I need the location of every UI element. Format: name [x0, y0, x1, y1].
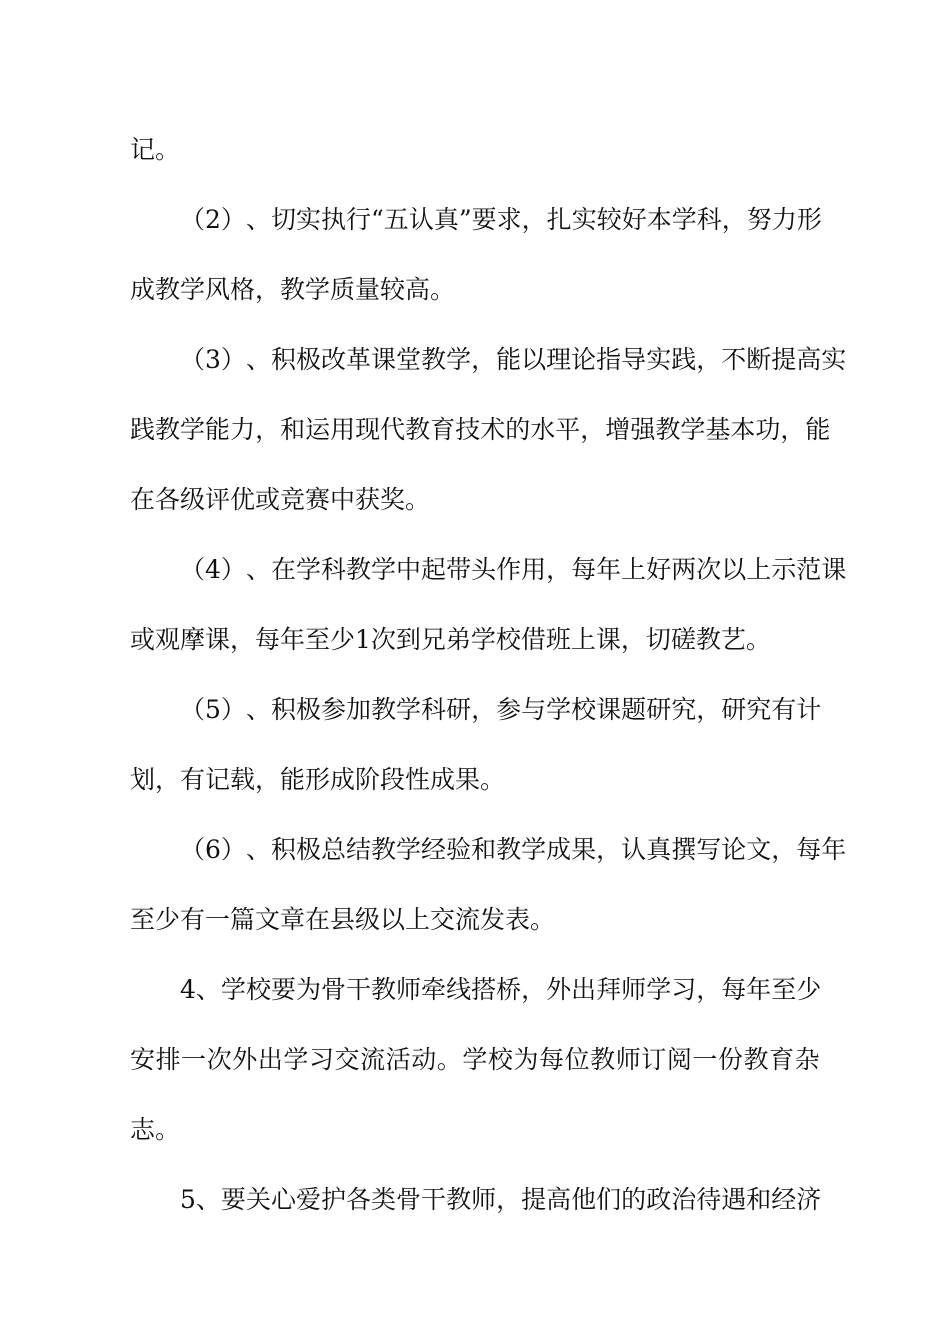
text-char: 实 [295, 205, 321, 234]
text-char: 研 [446, 695, 472, 724]
text-char: 出 [257, 1045, 283, 1074]
text-char: （ [180, 205, 206, 234]
text-char: 践 [671, 345, 697, 374]
text-char: 验 [446, 835, 472, 864]
text-char: 术 [480, 415, 506, 444]
text-char: 学 [220, 975, 246, 1004]
text-char: 。 [436, 1045, 462, 1074]
text-char: （ [180, 555, 206, 584]
text-char: ， [496, 1185, 522, 1214]
text-char: 2 [205, 205, 221, 234]
text-char: 题 [621, 695, 647, 724]
text-char: 高 [796, 345, 822, 374]
text-line: 至少有一篇文章在县级以上交流发表。 [130, 905, 556, 934]
text-char: 努 [746, 205, 772, 234]
text-char: 要 [471, 205, 497, 234]
text-char: 师 [615, 1045, 641, 1074]
text-char: ） [220, 205, 246, 234]
text-char: 力 [230, 415, 256, 444]
text-char: 遇 [721, 1185, 747, 1214]
text-char: 科 [421, 695, 447, 724]
text-char: 要 [220, 1185, 246, 1214]
text-char: 好 [646, 555, 672, 584]
text-char: 积 [270, 695, 296, 724]
text-char: 文 [746, 835, 772, 864]
text-char: ， [471, 345, 497, 374]
text-line: 志。 [130, 1115, 181, 1144]
text-char: 加 [346, 695, 372, 724]
text-char: 每 [796, 835, 822, 864]
text-char: 五 [383, 205, 409, 234]
text-char: 教 [446, 1185, 472, 1214]
text-char: 类 [371, 1185, 397, 1214]
text-char: 教 [496, 835, 522, 864]
text-char: 积 [270, 835, 296, 864]
text-char: ， [521, 205, 547, 234]
text-char: 、 [195, 975, 221, 1004]
text-char: 至 [771, 975, 797, 1004]
text-char: 教 [155, 415, 181, 444]
text-char: 教 [371, 835, 397, 864]
text-char: 活 [385, 1045, 411, 1074]
text-char: 们 [596, 1185, 622, 1214]
text-char: 、 [245, 555, 271, 584]
text-char: 治 [671, 1185, 697, 1214]
text-char: 外 [232, 1045, 258, 1074]
text-char: 爱 [295, 1185, 321, 1214]
text-char: 不 [721, 345, 747, 374]
text-char: 搭 [471, 975, 497, 1004]
text-line: 划，有记载，能形成阶段性成果。 [130, 765, 506, 794]
text-char: 育 [430, 415, 456, 444]
text-char: 参 [496, 695, 522, 724]
text-line [180, 1182, 820, 1218]
text-char: 断 [746, 345, 772, 374]
text-char: 认 [621, 835, 647, 864]
text-char: 科 [320, 555, 346, 584]
text-char: 本 [730, 415, 756, 444]
text-char: 极 [295, 835, 321, 864]
text-line: 成教学风格，教学质量较高。 [130, 275, 456, 304]
text-char: 年 [596, 555, 622, 584]
text-char: 运 [305, 415, 331, 444]
text-char: 能 [496, 345, 522, 374]
text-char: 师 [396, 975, 422, 1004]
text-char: 排 [155, 1045, 181, 1074]
text-char: 技 [455, 415, 481, 444]
text-char: 提 [521, 1185, 547, 1214]
text-char: 较 [596, 205, 622, 234]
text-char: ， [721, 205, 747, 234]
text-char: 与 [521, 695, 547, 724]
text-char: 起 [421, 555, 447, 584]
text-char: 习 [308, 1045, 334, 1074]
text-char: 4 [205, 555, 221, 584]
text-char: 教 [346, 555, 372, 584]
text-char: 极 [295, 345, 321, 374]
text-char: 年 [821, 835, 847, 864]
text-char: 践 [130, 415, 156, 444]
text-char: 每 [539, 1045, 565, 1074]
text-char: 论 [571, 345, 597, 374]
text-char: 参 [320, 695, 346, 724]
text-char: 学 [521, 835, 547, 864]
text-char: ） [220, 555, 246, 584]
text-char: 导 [621, 345, 647, 374]
text-char: 拜 [596, 975, 622, 1004]
text-char: 课 [596, 695, 622, 724]
text-char: ” [458, 205, 472, 234]
text-char: 干 [346, 975, 372, 1004]
text-char: 安 [130, 1045, 156, 1074]
text-char: 位 [564, 1045, 590, 1074]
text-char: 扎 [546, 205, 572, 234]
text-char: 次 [206, 1045, 232, 1074]
text-char: 总 [320, 835, 346, 864]
text-char: 3 [205, 345, 221, 374]
text-char: 作 [496, 555, 522, 584]
text-char: 极 [295, 695, 321, 724]
text-char: ， [771, 835, 797, 864]
text-char: 一 [181, 1045, 207, 1074]
text-char: 基 [705, 415, 731, 444]
text-char: ） [220, 835, 246, 864]
text-char: 政 [646, 1185, 672, 1214]
text-char: 代 [380, 415, 406, 444]
text-char: 堂 [396, 345, 422, 374]
text-char: 教 [655, 415, 681, 444]
text-char: 流 [360, 1045, 386, 1074]
text-char: 一 [692, 1045, 718, 1074]
text-char: 、 [245, 835, 271, 864]
text-char: 待 [696, 1185, 722, 1214]
text-char: 真 [433, 205, 459, 234]
text-char: 、 [245, 345, 271, 374]
text-char: 学 [396, 695, 422, 724]
text-char: ， [696, 695, 722, 724]
text-char: 能 [805, 415, 831, 444]
text-char: 论 [721, 835, 747, 864]
text-char: 学 [283, 1045, 309, 1074]
text-char: 线 [446, 975, 472, 1004]
text-line: 在各级评优或竞赛中获奖。 [130, 485, 431, 514]
text-char: 学 [446, 345, 472, 374]
text-char: 动 [411, 1045, 437, 1074]
text-char: 本 [646, 205, 672, 234]
text-char: 结 [346, 835, 372, 864]
text-char: 计 [796, 695, 822, 724]
text-char: 教 [405, 415, 431, 444]
text-char: 学 [671, 205, 697, 234]
text-char: 实 [646, 345, 672, 374]
text-char: 订 [641, 1045, 667, 1074]
text-char: 学 [646, 975, 672, 1004]
text-char: 范 [796, 555, 822, 584]
text-line [180, 552, 847, 588]
text-char: 究 [671, 695, 697, 724]
text-char: 份 [717, 1045, 743, 1074]
text-line [130, 1042, 820, 1078]
text-char: 行 [346, 205, 372, 234]
text-char: ， [521, 975, 547, 1004]
text-char: 水 [530, 415, 556, 444]
text-char: 5 [205, 695, 221, 724]
text-char: 少 [796, 975, 822, 1004]
text-char: 实 [821, 345, 847, 374]
text-char: 好 [621, 205, 647, 234]
text-char: 提 [771, 345, 797, 374]
text-char: ， [696, 345, 722, 374]
text-char: 教 [371, 695, 397, 724]
text-char: 交 [334, 1045, 360, 1074]
text-char: 师 [621, 975, 647, 1004]
text-char: 能 [205, 415, 231, 444]
text-char: 为 [513, 1045, 539, 1074]
text-char: ， [596, 835, 622, 864]
text-char: 骨 [320, 975, 346, 1004]
text-char: 桥 [496, 975, 522, 1004]
text-char: 上 [621, 555, 647, 584]
text-char: 、 [245, 205, 271, 234]
text-char: 习 [671, 975, 697, 1004]
text-char: 带 [446, 555, 472, 584]
text-char: 护 [320, 1185, 346, 1214]
text-line [180, 342, 847, 378]
text-char: 关 [245, 1185, 271, 1214]
text-char: 和 [471, 835, 497, 864]
text-char: 用 [330, 415, 356, 444]
text-char: 和 [280, 415, 306, 444]
text-char: 5 [180, 1185, 196, 1214]
text-char: 教 [421, 345, 447, 374]
text-char: 6 [205, 835, 221, 864]
text-line [180, 202, 820, 238]
text-char: 认 [408, 205, 434, 234]
text-char: 求 [496, 205, 522, 234]
text-char: 形 [796, 205, 822, 234]
text-char: 改 [320, 345, 346, 374]
text-char: 为 [295, 975, 321, 1004]
text-char: 、 [245, 695, 271, 724]
text-char: ， [780, 415, 806, 444]
text-char: 每 [721, 975, 747, 1004]
text-char: 阅 [666, 1045, 692, 1074]
text-char: 干 [421, 1185, 447, 1214]
text-line [180, 972, 820, 1008]
text-char: ） [220, 345, 246, 374]
text-char: 革 [346, 345, 372, 374]
text-char: 外 [546, 975, 572, 1004]
text-char: 学 [371, 555, 397, 584]
text-char: 年 [746, 975, 772, 1004]
text-char: 校 [571, 695, 597, 724]
text-char: 学 [295, 555, 321, 584]
text-char: ， [255, 415, 281, 444]
text-char: 撰 [671, 835, 697, 864]
text-char: 出 [571, 975, 597, 1004]
text-char: 课 [821, 555, 847, 584]
text-char: ） [220, 695, 246, 724]
text-char: 现 [355, 415, 381, 444]
text-line [180, 692, 820, 728]
text-char: 学 [180, 415, 206, 444]
text-char: 学 [680, 415, 706, 444]
text-char: 次 [696, 555, 722, 584]
text-char: ， [580, 415, 606, 444]
text-char: （ [180, 835, 206, 864]
text-line [180, 832, 847, 868]
text-char: 科 [696, 205, 722, 234]
text-char: 学 [546, 695, 572, 724]
text-char: 、 [195, 1185, 221, 1214]
text-char: （ [180, 695, 206, 724]
text-char: 校 [487, 1045, 513, 1074]
text-char: 中 [396, 555, 422, 584]
text-line [130, 412, 831, 448]
text-char: 力 [771, 205, 797, 234]
text-char: 育 [769, 1045, 795, 1074]
text-char: 他 [571, 1185, 597, 1214]
text-char: 教 [371, 975, 397, 1004]
text-char: 课 [371, 345, 397, 374]
text-char: 学 [396, 835, 422, 864]
text-char: 要 [270, 975, 296, 1004]
text-char: 济 [796, 1185, 822, 1214]
text-char: 有 [771, 695, 797, 724]
text-char: 的 [621, 1185, 647, 1214]
text-char: 成 [546, 835, 572, 864]
text-char: 教 [590, 1045, 616, 1074]
text-char: 心 [270, 1185, 296, 1214]
text-char: 教 [743, 1045, 769, 1074]
text-char: 经 [421, 835, 447, 864]
text-char: 师 [471, 1185, 497, 1214]
text-char: 研 [721, 695, 747, 724]
text-char: 高 [546, 1185, 572, 1214]
text-char: 每 [571, 555, 597, 584]
text-char: 理 [546, 345, 572, 374]
text-char: 强 [630, 415, 656, 444]
text-char: 头 [471, 555, 497, 584]
text-char: ， [696, 975, 722, 1004]
text-char: 功 [755, 415, 781, 444]
text-char: 的 [505, 415, 531, 444]
text-char: 执 [320, 205, 346, 234]
text-char: 用 [521, 555, 547, 584]
text-char: 和 [746, 1185, 772, 1214]
text-char: 真 [646, 835, 672, 864]
text-char: 骨 [396, 1185, 422, 1214]
text-char: 牵 [421, 975, 447, 1004]
text-char: 经 [771, 1185, 797, 1214]
text-char: 4 [180, 975, 196, 1004]
text-char: （ [180, 345, 206, 374]
text-char: 增 [605, 415, 631, 444]
text-char: “ [371, 205, 384, 234]
text-char: 写 [696, 835, 722, 864]
text-line: 或观摩课，每年至少1次到兄弟学校借班上课，切磋教艺。 [130, 625, 771, 654]
text-char: 校 [245, 975, 271, 1004]
text-char: 切 [270, 205, 296, 234]
text-line: 记。 [130, 135, 181, 164]
text-char: 上 [746, 555, 772, 584]
text-char: 学 [462, 1045, 488, 1074]
text-char: 各 [346, 1185, 372, 1214]
text-char: 积 [270, 345, 296, 374]
text-char: 以 [521, 345, 547, 374]
text-char: 指 [596, 345, 622, 374]
text-char: 平 [555, 415, 581, 444]
text-char: 研 [646, 695, 672, 724]
text-char: 以 [721, 555, 747, 584]
text-char: 实 [571, 205, 597, 234]
text-char: 果 [571, 835, 597, 864]
text-char: 在 [270, 555, 296, 584]
text-char: 示 [771, 555, 797, 584]
text-char: ， [546, 555, 572, 584]
text-char: 两 [671, 555, 697, 584]
text-char: 杂 [794, 1045, 820, 1074]
text-char: 究 [746, 695, 772, 724]
text-char: ， [471, 695, 497, 724]
